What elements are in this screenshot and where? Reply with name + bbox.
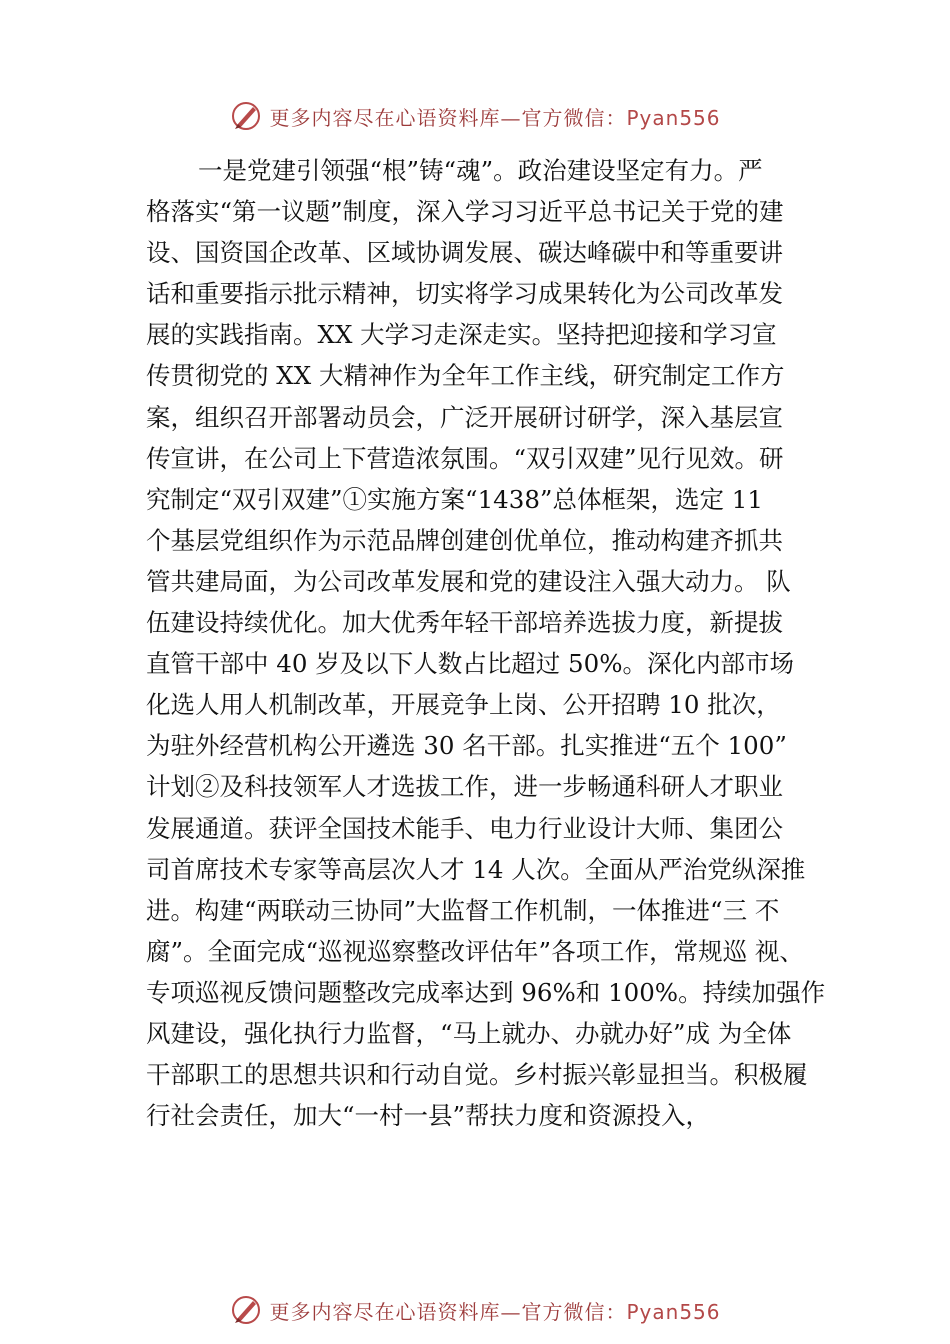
header-wechat-id: Pyan556 <box>626 105 721 130</box>
body-line: 传宣讲，在公司上下营造浓氛围。“双引双建”见行见效。研 <box>146 443 784 473</box>
body-line: 直管干部中 40 岁及以下人数占比超过 50%。深化内部市场 <box>146 649 794 679</box>
body-line: 专项巡视反馈问题整改完成率达到 96%和 100%。持续加强作 <box>146 977 826 1007</box>
body-line: 进。构建“两联动三协同”大监督工作机制，一体推进“三 不 <box>146 895 780 925</box>
body-line: 腐”。全面完成“巡视巡察整改评估年”各项工作，常规巡 视、 <box>146 936 804 966</box>
body-line: 风建设，强化执行力监督，“马上就办、办就办好”成 为全体 <box>146 1018 792 1048</box>
body-line: 化选人用人机制改革，开展竞争上岗、公开招聘 10 批次， <box>146 690 781 720</box>
pen-logo-icon <box>229 99 263 133</box>
footer-banner <box>0 1290 950 1330</box>
body-line: 干部职工的思想共识和行动自觉。乡村振兴彰显担当。积极履 <box>146 1060 808 1090</box>
header-banner-text <box>269 102 720 131</box>
footer-wechat-id: Pyan556 <box>626 1299 721 1324</box>
body-line: 管共建局面，为公司改革发展和党的建设注入强大动力。 队 <box>146 566 791 596</box>
pen-logo-icon <box>229 1293 263 1327</box>
body-line: 格落实“第一议题”制度，深入学习习近平总书记关于党的建 <box>146 197 784 227</box>
document-body <box>146 150 836 1136</box>
body-line: 一是党建引领强“根”铸“魂”。政治建设坚定有力。严 <box>198 156 763 185</box>
body-line: 为驻外经营机构公开遴选 30 名干部。扎实推进“五个 100” <box>146 731 787 761</box>
body-line: 伍建设持续优化。加大优秀年轻干部培养选拔力度，新提拔 <box>146 608 783 638</box>
header-banner-label: 更多内容尽在心语资料库—官方微信： <box>269 105 627 130</box>
body-line: 行社会责任，加大“一村一县”帮扶力度和资源投入， <box>146 1101 711 1131</box>
body-line: 司首席技术专家等高层次人才 14 人次。全面从严治党纵深推 <box>146 854 806 884</box>
footer-banner-label: 更多内容尽在心语资料库—官方微信： <box>269 1299 627 1324</box>
body-line: 究制定“双引双建”①实施方案“1438”总体框架，选定 11 <box>146 484 763 514</box>
body-line: 计划②及科技领军人才选拔工作，进一步畅通科研人才职业 <box>146 772 783 802</box>
body-line: 发展通道。获评全国技术能手、电力行业设计大师、集团公 <box>146 813 783 843</box>
header-banner <box>0 96 950 136</box>
footer-banner-text <box>269 1296 720 1325</box>
body-line: 展的实践指南。XX 大学习走深走实。坚持把迎接和学习宣 <box>146 320 777 350</box>
body-line: 设、国资国企改革、区域协调发展、碳达峰碳中和等重要讲 <box>146 238 783 268</box>
body-line: 案，组织召开部署动员会，广泛开展研讨研学，深入基层宣 <box>146 402 783 432</box>
body-line: 个基层党组织作为示范品牌创建创优单位，推动构建齐抓共 <box>146 525 783 555</box>
body-line: 传贯彻党的 XX 大精神作为全年工作主线，研究制定工作方 <box>146 361 785 391</box>
body-line: 话和重要指示批示精神，切实将学习成果转化为公司改革发 <box>146 279 783 309</box>
